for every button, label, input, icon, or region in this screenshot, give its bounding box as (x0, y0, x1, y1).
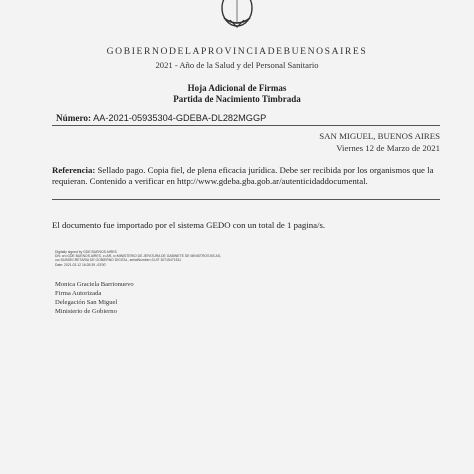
document-number (56, 113, 266, 123)
stamp-line-2: DN: cn=GDE BUENOS AIRES, c=AR, o=MINISTERIO DE JEFATURA DE GABINETE DE MINISTROS BS AS, (55, 254, 222, 259)
coat-of-arms-icon (212, 0, 262, 30)
reference-text-2: requieran. Contenido a verificar en http://www.gdeba.gba.gob.ar/autenticidaddocumental. (52, 176, 368, 186)
reference-block (52, 165, 442, 187)
signatory-ministry: Ministerio de Gobierno (55, 308, 117, 315)
signatory-office: Delegación San Miguel (55, 299, 118, 306)
stamp-line-4: Date: 2021.03.12 16:28:39 -03'00' (55, 262, 107, 267)
document-title: Hoja Adicional de Firmas (187, 83, 287, 93)
divider-top (52, 125, 440, 126)
document-number-label: Número: (56, 113, 92, 123)
year-motto: 2021 - Año de la Salud y del Personal Sanitario (155, 60, 319, 70)
reference-text-1: Sellado pago. Copia fiel, de plena eficacia jurídica. Debe ser recibida por los organismos que la (97, 165, 434, 175)
signatory-block (55, 280, 134, 316)
divider-bottom (52, 199, 440, 200)
signatory-name: Monica Graciela Barrionuevo (55, 281, 134, 288)
stamp-line-1: Digitally signed by GDE BUENOS AIRES (55, 250, 117, 254)
document-number-value: AA-2021-05935304-GDEBA-DL282MGGP (93, 113, 267, 123)
reference-label: Referencia: (52, 165, 96, 175)
digital-signature-stamp (55, 250, 295, 267)
government-header: GOBIERNODELAPROVINCIADEBUENOSAIRES (106, 46, 368, 57)
signatory-role: Firma Autorizada (55, 290, 102, 297)
import-notice: El documento fue importado por el sistema GEDO con un total de 1 pagina/s. (52, 220, 326, 230)
document-place: SAN MIGUEL, BUENOS AIRES (319, 131, 440, 141)
document-date: Viernes 12 de Marzo de 2021 (336, 143, 440, 153)
stamp-line-3: ou=SUBSECRETARIA DE GOBIERNO DIGITAL, serialNumber=CUIT 30715471511 (55, 258, 182, 263)
document-subtitle: Partida de Nacimiento Timbrada (173, 94, 301, 104)
